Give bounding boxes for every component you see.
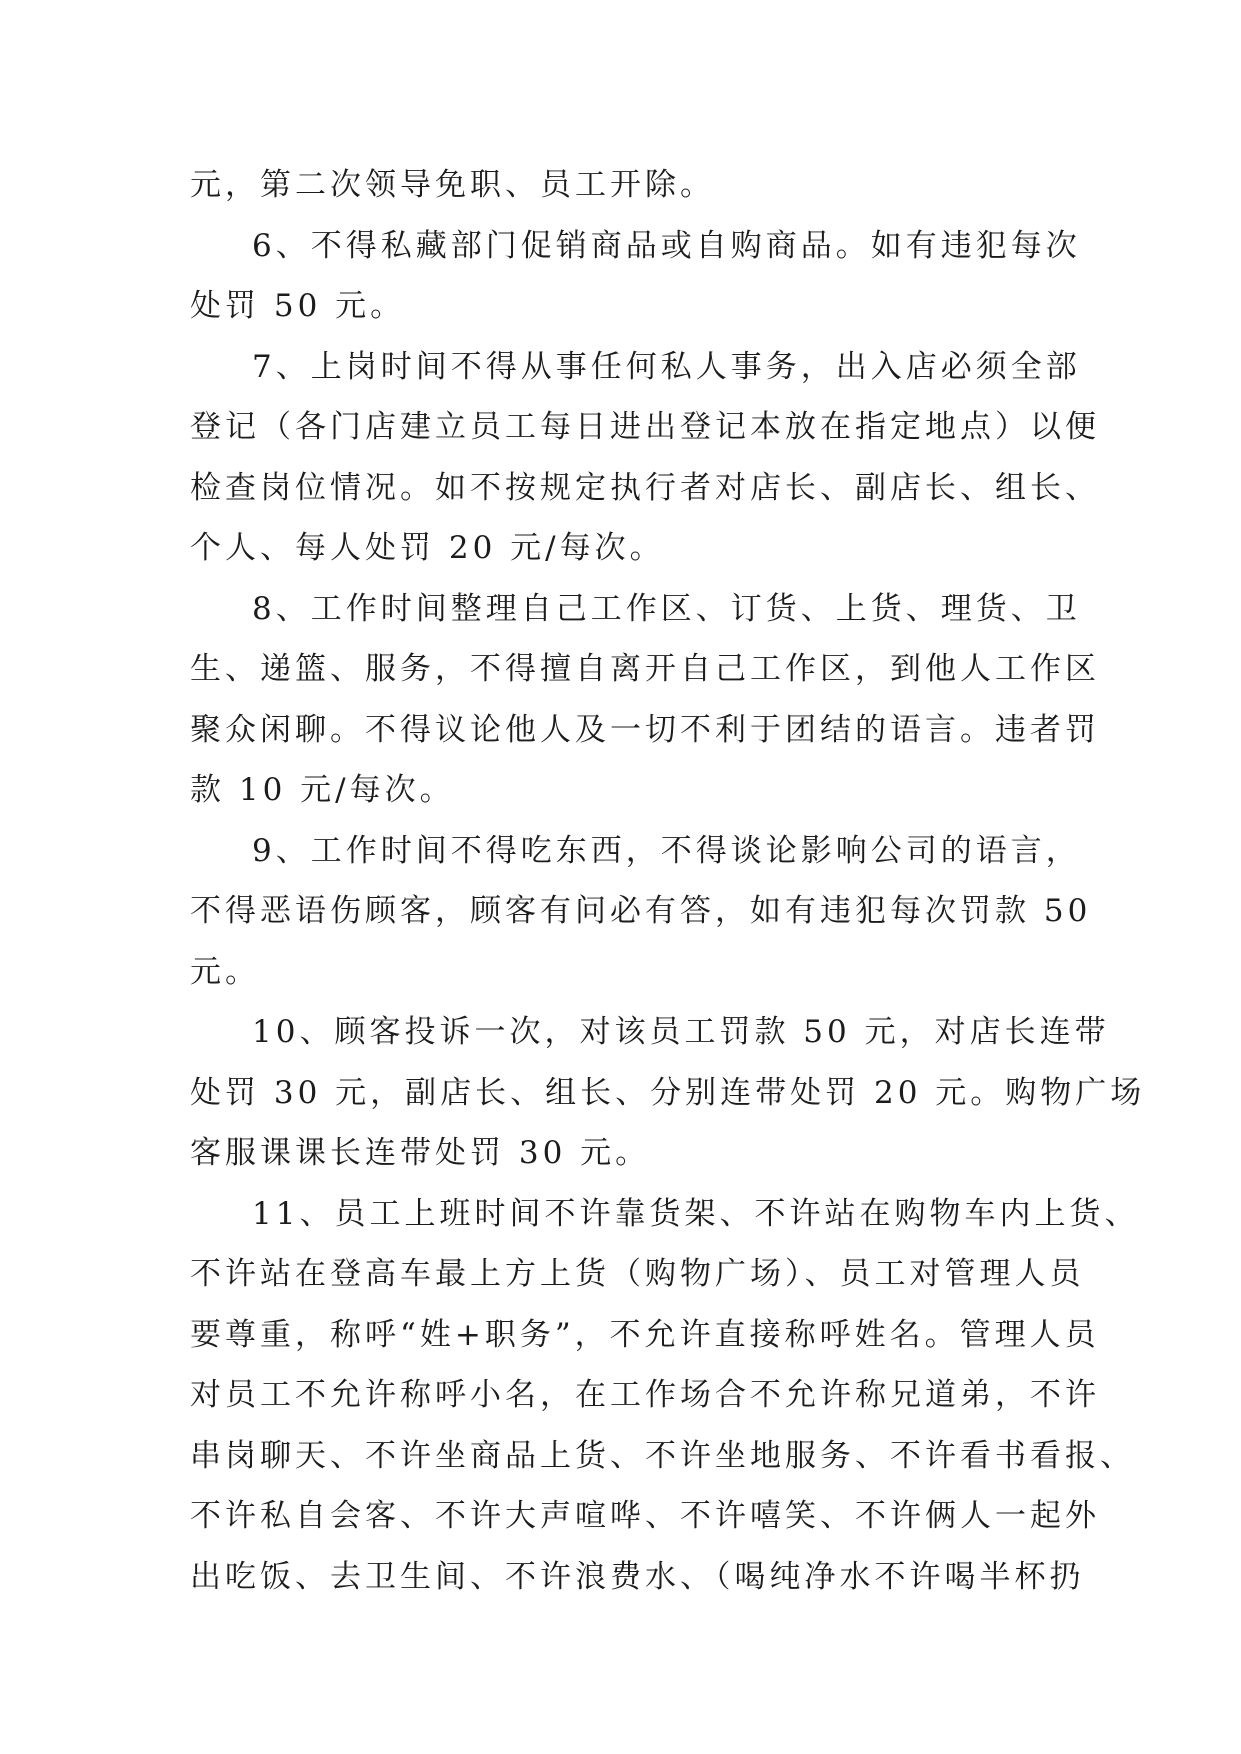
text-line: 对员工不允许称呼小名，在工作场合不允许称兄道弟，不许 [190, 1377, 1100, 1413]
text-line: 客服课课长连带处罚 30 元。 [190, 1135, 651, 1171]
text-line: 串岗聊天、不许坐商品上货、不许坐地服务、不许看书看报、 [190, 1437, 1135, 1474]
text-line: 不得恶语伤顾客，顾客有问必有答，如有违犯每次罚款 50 [190, 893, 1092, 929]
text-line: 8、工作时间整理自己工作区、订货、上货、理货、卫 [252, 590, 1081, 627]
text-line: 个人、每人处罚 20 元/每次。 [190, 530, 665, 566]
document-body [190, 155, 1146, 1607]
text-line: 处罚 30 元，副店长、组长、分别连带处罚 20 元。购物广场 [190, 1074, 1146, 1111]
text-line: 检查岗位情况。如不按规定执行者对店长、副店长、组长、 [190, 469, 1100, 506]
text-line: 11、员工上班时间不许靠货架、不许站在购物车内上货、 [252, 1195, 1140, 1232]
text-line: 6、不得私藏部门促销商品或自购商品。如有违犯每次 [252, 227, 1081, 264]
text-line: 处罚 50 元。 [190, 288, 406, 324]
text-line: 元，第二次领导免职、员工开除。 [190, 167, 715, 203]
text-line: 10、顾客投诉一次，对该员工罚款 50 元，对店长连带 [252, 1014, 1110, 1050]
text-line: 出吃饭、去卫生间、不许浪费水、（喝纯净水不许喝半杯扔 [190, 1558, 1085, 1595]
text-line: 7、上岗时间不得从事任何私人事务，出入店必须全部 [252, 348, 1081, 385]
text-line: 元。 [190, 953, 260, 990]
text-line: 不许私自会客、不许大声喧哗、不许嘻笑、不许俩人一起外 [190, 1498, 1100, 1534]
text-line: 款 10 元/每次。 [190, 772, 455, 808]
text-line: 聚众闲聊。不得议论他人及一切不利于团结的语言。违者罚 [190, 711, 1100, 748]
text-line: 不许站在登高车最上方上货（购物广场）、员工对管理人员 [190, 1256, 1085, 1292]
text-line: 登记（各门店建立员工每日进出登记本放在指定地点）以便 [190, 409, 1100, 445]
text-line: 要尊重，称呼“姓+职务”，不允许直接称呼姓名。管理人员 [190, 1316, 1100, 1353]
text-line: 9、工作时间不得吃东西，不得谈论影响公司的语言， [252, 832, 1081, 869]
text-line: 生、递篮、服务，不得擅自离开自己工作区，到他人工作区 [190, 651, 1100, 687]
